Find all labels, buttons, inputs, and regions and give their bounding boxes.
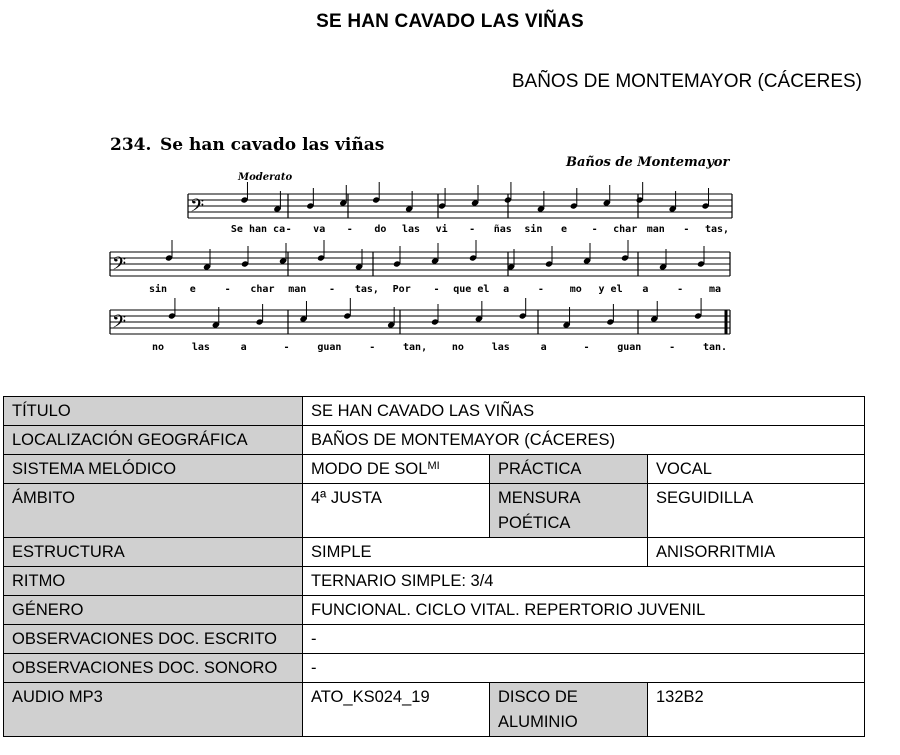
- lyric-syllable: mo: [569, 284, 582, 295]
- row-sistema: [4, 455, 865, 484]
- label-mensura: MENSURA POÉTICA: [490, 484, 648, 538]
- label-obs-escrito: OBSERVACIONES DOC. ESCRITO: [4, 625, 303, 654]
- row-audio: [4, 683, 865, 737]
- value-disco: 132B2: [648, 683, 865, 737]
- value-sistema-sup: MI: [427, 460, 440, 472]
- lyric-syllable: -: [537, 284, 544, 295]
- lyric-syllable: -: [591, 224, 598, 235]
- lyric-syllable: sin: [524, 224, 543, 235]
- label-audio: AUDIO MP3: [4, 683, 303, 737]
- page-location: BAÑOS DE MONTEMAYOR (CÁCERES): [511, 71, 862, 92]
- value-genero: FUNCIONAL. CICLO VITAL. REPERTORIO JUVENIL: [303, 596, 865, 625]
- lyric-syllable: va: [313, 224, 326, 235]
- value-estructura: SIMPLE: [303, 538, 648, 567]
- lyric-syllable: do: [374, 224, 387, 235]
- row-obs-escrito: [4, 625, 865, 654]
- lyric-syllable: -: [677, 284, 684, 295]
- lyric-syllable: ñas: [493, 224, 512, 235]
- lyric-syllable: a: [240, 342, 247, 353]
- lyric-syllable: -: [285, 224, 292, 235]
- lyric-syllable: guan: [617, 342, 642, 353]
- label-ambito: ÁMBITO: [4, 484, 303, 538]
- label-ritmo: RITMO: [4, 567, 303, 596]
- score-title: Se han cavado las viñas: [160, 135, 385, 155]
- label-disco: DISCO DE ALUMINIO: [490, 683, 648, 737]
- lyric-syllable: Se han ca: [230, 224, 286, 235]
- value-localizacion: BAÑOS DE MONTEMAYOR (CÁCERES): [303, 426, 865, 455]
- lyric-syllable: char: [250, 284, 275, 295]
- lyric-syllable: las: [401, 224, 421, 235]
- row-titulo: [4, 397, 865, 426]
- bass-clef-icon: 𝄢: [112, 254, 127, 279]
- lyric-syllable: -: [669, 342, 676, 353]
- staff-1: [188, 182, 732, 221]
- row-obs-sonoro: [4, 654, 865, 683]
- lyric-syllable: -: [329, 284, 336, 295]
- score-image: [108, 128, 748, 364]
- bass-clef-icon: 𝄢: [190, 196, 205, 221]
- lyric-syllable: a: [503, 284, 510, 295]
- row-genero: [4, 596, 865, 625]
- staff-3: [110, 298, 730, 337]
- lyric-syllable: tas,: [354, 284, 379, 295]
- lyric-syllable: tas,: [704, 224, 730, 235]
- value-audio: ATO_KS024_19: [303, 683, 490, 737]
- lyric-syllable: no: [451, 342, 464, 353]
- lyric-syllable: vi: [435, 224, 448, 235]
- lyric-syllable: -: [469, 224, 476, 235]
- lyric-syllable: guan: [317, 342, 342, 353]
- row-estructura: [4, 538, 865, 567]
- lyric-syllable: que el: [453, 284, 490, 295]
- lyric-syllable: -: [346, 224, 353, 235]
- value-titulo: SE HAN CAVADO LAS VIÑAS: [303, 397, 865, 426]
- lyric-syllable: las: [491, 342, 510, 353]
- lyric-syllable: man: [646, 224, 665, 235]
- page-title: SE HAN CAVADO LAS VIÑAS: [316, 11, 584, 32]
- value-obs-escrito: -: [303, 625, 865, 654]
- score-tempo: Moderato: [238, 172, 293, 183]
- lyric-syllable: a: [642, 284, 649, 295]
- lyric-syllable: ma: [708, 284, 722, 295]
- lyric-syllable: -: [683, 224, 690, 235]
- lyric-syllable: e: [560, 224, 568, 235]
- lyric-syllable: tan,: [403, 342, 428, 353]
- metadata-table: [3, 396, 865, 737]
- label-sistema: SISTEMA MELÓDICO: [4, 455, 303, 484]
- lyric-syllable: las: [191, 342, 210, 353]
- lyric-syllable: -: [224, 284, 231, 295]
- label-practica: PRÁCTICA: [490, 455, 648, 484]
- value-sistema-text: MODO DE SOL: [311, 460, 428, 478]
- label-titulo: TÍTULO: [4, 397, 303, 426]
- lyric-syllable: tan.: [702, 342, 728, 353]
- value-practica: VOCAL: [648, 455, 865, 484]
- value-sistema: [303, 455, 490, 484]
- label-genero: GÉNERO: [4, 596, 303, 625]
- label-localizacion: LOCALIZACIÓN GEOGRÁFICA: [4, 426, 303, 455]
- lyric-syllable: man: [288, 284, 307, 295]
- lyric-syllable: e: [189, 284, 196, 295]
- value-ambito: 4ª JUSTA: [303, 484, 490, 538]
- music-score: [108, 128, 748, 364]
- lyric-syllable: -: [369, 342, 376, 353]
- score-number: 234.: [110, 135, 152, 155]
- label-estructura: ESTRUCTURA: [4, 538, 303, 567]
- value-ritmo: TERNARIO SIMPLE: 3/4: [303, 567, 865, 596]
- lyric-syllable: char: [613, 224, 638, 235]
- lyric-syllable: -: [583, 342, 590, 353]
- row-ritmo: [4, 567, 865, 596]
- lyric-syllable: y el: [598, 284, 623, 295]
- row-ambito: [4, 484, 865, 538]
- score-place: Baños de Montemayor: [566, 155, 730, 170]
- lyric-syllable: no: [151, 342, 165, 353]
- lyric-syllable: -: [283, 342, 290, 353]
- lyric-syllable: sin: [148, 284, 168, 295]
- staff-2: [110, 240, 730, 279]
- row-localizacion: [4, 426, 865, 455]
- bass-clef-icon: 𝄢: [112, 312, 127, 337]
- value-estructura-2: ANISORRITMIA: [648, 538, 865, 567]
- value-mensura: SEGUIDILLA: [648, 484, 865, 538]
- value-obs-sonoro: -: [303, 654, 865, 683]
- lyric-syllable: Por: [392, 284, 411, 295]
- label-obs-sonoro: OBSERVACIONES DOC. SONORO: [4, 654, 303, 683]
- lyric-syllable: a: [540, 342, 547, 353]
- lyric-syllable: -: [433, 284, 440, 295]
